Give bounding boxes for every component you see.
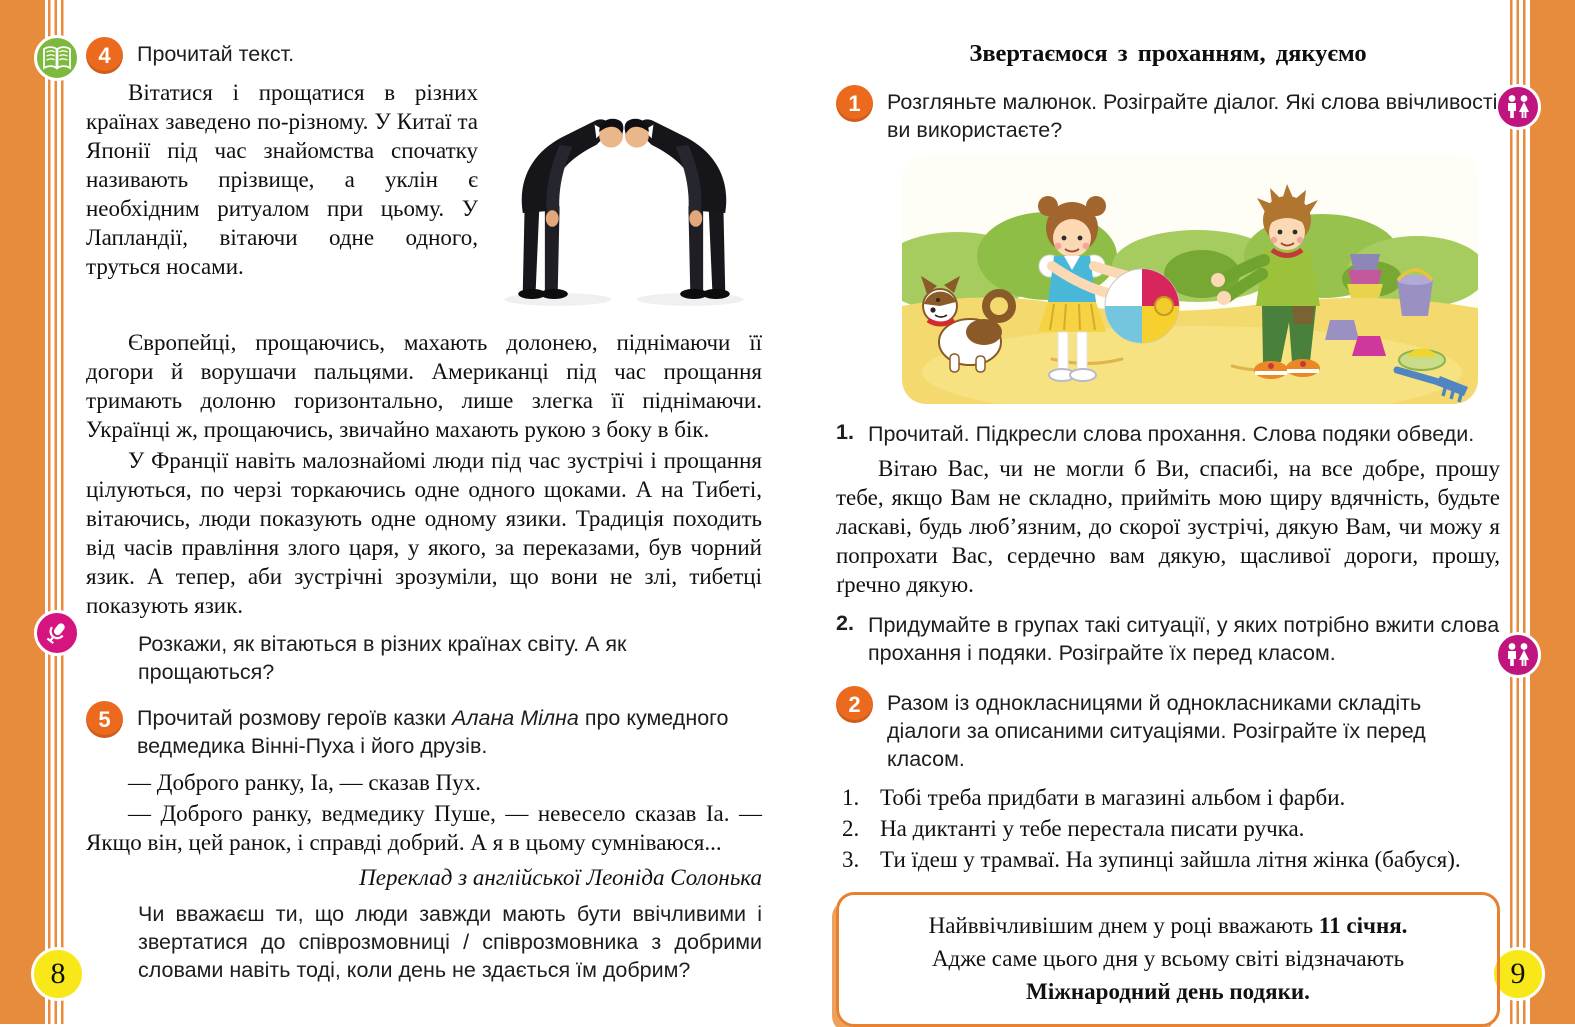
text-with-photo-row [86,78,762,324]
page-number-left: 8 [31,947,85,1001]
task-5-number-badge: 5 [86,701,123,738]
subtask-1-number: 1. [836,420,854,444]
bowing-man-left [518,119,623,299]
situation-item [836,845,1500,874]
task-4-instruction: Прочитай текст. [137,42,295,66]
task-5-instruction [137,700,762,760]
fact-date-bold: 11 січня. [1318,913,1408,938]
children-ball-dog-scene [902,154,1478,404]
bowing-man-right [625,119,730,299]
task-4 [86,36,762,74]
left-margin-stripes [48,0,65,1024]
task-1-instruction: Розгляньте малюнок. Розіграйте діалог. Які слова ввічливості ви використаєте? [887,90,1498,142]
paragraph-france-tibet: У Франції навіть малознайомі люди під час зустрічі і прощання цілуються, по черзі торкаючись одне одного щоками. А на Тибеті, вітаючись, люди показують одне одному язики. Традиція походить від часів правління злого царя, у якого, за переказами, був чорний язик. А тепер, аби зустрічні зрозуміли, що вони не злі, тибетці показують язик. [86,448,762,618]
right-margin-band [1530,0,1575,1024]
task-2-number-badge: 2 [836,686,873,723]
subtask-1 [836,420,1500,448]
task-5-text-post: про кумедного ведмедика Вінні-Пуха і його друзів. [137,706,729,758]
paragraph-europeans: Європейці, прощаючись, махають долонею, піднімаючи її догори й ворушачи пальцями. Американці під час прощання тримають долоню горизонтально, лише злегка її піднімаючи. Українці ж, прощаючись, звичайно махають рукою з боку в бік. [86,330,762,442]
open-book-icon [42,45,72,71]
bowing-men-photo [486,78,762,324]
task-1 [836,84,1500,144]
question-politeness: Чи вважаєш ти, що люди завжди мають бути ввічливими і звертатися до співрозмовниці / співрозмовника з добрими словами навіть тоді, коли день не здається їм добрим? [138,902,762,982]
situation-item [836,814,1500,843]
page-number-right: 9 [1491,947,1545,1001]
reading-book-icon [34,35,80,81]
beach-ball [1105,269,1179,343]
task-5 [86,700,762,760]
dialog-line-pooh: — Доброго ранку, Іа, — сказав Пух. [128,770,481,795]
dialog-line-eeyore: — Доброго ранку, ведмедику Пуше, — невесело сказав Іа. — Якщо він, цей ранок, і справді добрий. А я в цьому сумніваюся... [86,801,762,855]
fact-text-line2: Адже саме цього дня у всьому світі відзначають [931,946,1405,971]
situation-item [836,783,1500,812]
politeness-phrases: Вітаю Вас, чи не могли б Ви, спасибі, на все добре, прошу тебе, якщо Вам не складно, прийміть мою щиру вдячність, будьте ласкаві, будь люб’язним, до скорої зустрічі, дякую Вам, чи можу я попрохати Вас, сердечно вам дякую, щасливої дороги, прошу, ґречно дякую. [836,456,1500,597]
subtask-2 [836,611,1500,667]
question-greetings: Розкажи, як вітаються в різних країнах світу. А як прощаються? [138,632,627,684]
task-5-text-pre: Прочитай розмову героїв казки [137,706,453,730]
fact-holiday-bold: Міжнародний день подяки. [1026,979,1310,1004]
situation-text: Тобі треба придбати в магазині альбом і фарби. [880,785,1346,810]
left-margin-band [0,0,45,1024]
situations-list [836,783,1500,874]
task-2 [836,685,1500,773]
situation-text: Ти їдеш у трамваї. На зупинці зайшла літня жінка (бабуся). [880,847,1461,872]
lesson-title: Звертаємося з проханням, дякуємо [969,40,1367,67]
two-children-icon [1503,93,1533,121]
two-children-icon [1503,641,1533,669]
paragraph-greetings-countries: Вітатися і прощатися в різних країнах заведено по-різному. У Китаї та Японії під час знайомства спочатку називають прізвище, а уклін є необхідним ритуалом при цьому. У Лапландії, вітаючи одне одного, труться носами. [86,80,478,279]
situation-text: На диктанті у тебе перестала писати ручка. [880,816,1305,841]
pair-work-icon [1495,84,1541,130]
task-1-number-badge: 1 [836,85,873,122]
bowing-men-illustration [486,78,762,324]
fact-box-gratitude-day [836,892,1500,1027]
subtask-2-number: 2. [836,611,854,635]
situation-number: 2. [842,816,860,841]
task-5-author-italic: Алана Мілна [452,706,579,730]
pair-work-icon [1495,632,1541,678]
task-4-number-badge: 4 [86,37,123,74]
right-page [836,40,1500,1027]
microphone-icon [43,619,71,647]
translation-credit: Переклад з англійської Леоніда Солонька [359,865,762,890]
task-2-instruction: Разом із однокласницями й однокласниками складіть діалоги за описаними ситуаціями. Розіграйте їх перед класом. [887,691,1426,771]
situation-number: 1. [842,785,860,810]
left-page [86,36,762,984]
speaking-microphone-icon [34,610,80,656]
subtask-1-instruction: Прочитай. Підкресли слова прохання. Слова подяки обведи. [868,422,1475,446]
situation-number: 3. [842,847,860,872]
subtask-2-instruction: Придумайте в групах такі ситуації, у яких потрібно вжити слова прохання і подяки. Розіграйте їх перед класом. [868,613,1500,665]
right-margin-stripes [1510,0,1527,1024]
children-playing-illustration [902,154,1478,404]
fact-text: Найввічливішим днем у році вважають [928,913,1319,938]
